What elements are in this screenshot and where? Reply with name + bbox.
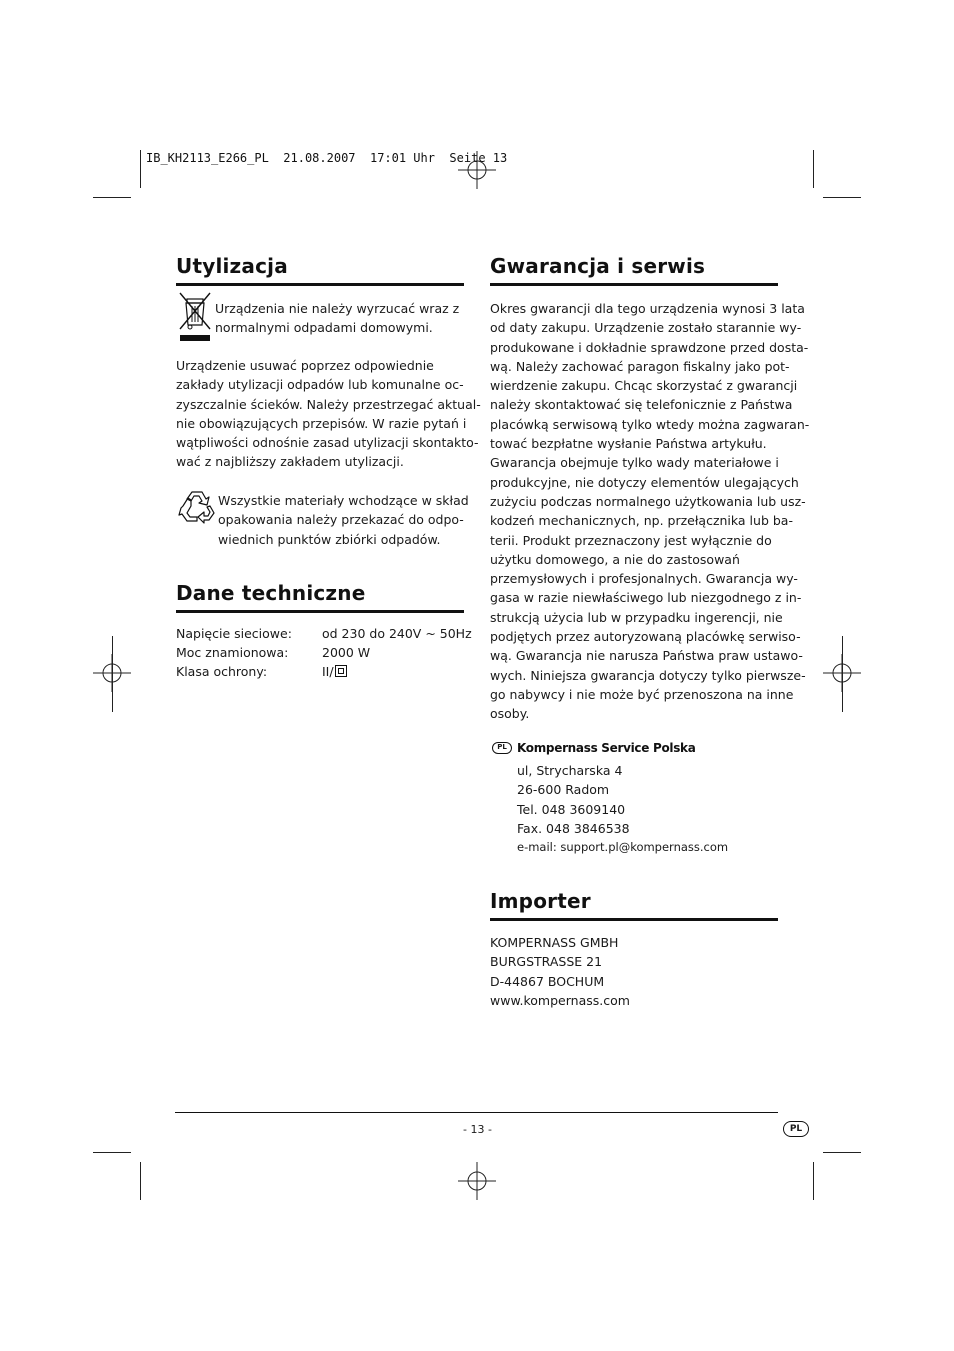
crop-mark	[813, 150, 814, 188]
text-line: przemysłowych i profesjonalnych. Gwarancja wy-	[490, 571, 798, 587]
crop-mark	[140, 1162, 141, 1200]
section-rule	[490, 918, 778, 921]
text-line: osoby.	[490, 706, 530, 722]
text-line: 26-600 Radom	[517, 782, 610, 798]
spec-label: Moc znamionowa:	[176, 645, 289, 660]
service-email: e-mail: support.pl@kompernass.com	[517, 840, 729, 855]
section-title-importer: Importer	[490, 889, 591, 913]
warranty-paragraph	[490, 299, 809, 724]
text-line: normalnymi odpadami domowymi.	[215, 320, 433, 336]
crossed-bin-icon	[177, 290, 213, 342]
text-line: KOMPERNASS GMBH	[490, 935, 619, 950]
section-rule	[176, 283, 464, 286]
text-line: Urządzenie usuwać poprzez odpowiednie	[176, 358, 434, 373]
importer-address	[490, 933, 630, 1010]
text-line: produkcyjne, nie dotyczy elementów ulegających	[490, 474, 799, 490]
text-line: zużyciu podczas normalnego użytkowania lub usz-	[490, 493, 806, 509]
text-line: wać z najbliższy zakładem utylizacji.	[176, 454, 404, 470]
text-line: wą. Należy zachować paragon fiskalny jako pot-	[490, 358, 790, 374]
spec-row	[176, 626, 476, 645]
registration-mark-icon	[458, 151, 496, 189]
text-line: użytku domowego, a nie do zastosowań	[490, 551, 740, 567]
language-badge: PL	[783, 1121, 809, 1137]
footer-rule	[175, 1112, 778, 1113]
text-line: Okres gwarancji dla tego urządzenia wynosi 3 lata	[490, 301, 805, 316]
service-center-name: Kompernass Service Polska	[517, 741, 696, 755]
crop-mark	[813, 1162, 814, 1200]
service-country-badge: PL	[492, 742, 512, 754]
crop-mark	[93, 197, 131, 198]
recycle-icon	[178, 488, 216, 524]
text-line: strukcją użycia lub w przypadku ingerencji, nie	[490, 609, 783, 625]
text-line: opakowania należy przekazać do odpo-	[218, 512, 464, 528]
section-title-tech: Dane techniczne	[176, 581, 366, 605]
registration-mark-line	[112, 636, 113, 712]
double-insulation-icon	[335, 665, 347, 677]
registration-mark-line	[842, 636, 843, 712]
text-line: wiednich punktów zbiórki odpadów.	[218, 531, 441, 547]
importer-website: www.kompernass.com	[490, 992, 630, 1008]
text-line: Gwarancja obejmuje tylko wady materiałowe i	[490, 455, 779, 471]
text-line: nie obowiązujących przepisów. W razie pytań i	[176, 415, 467, 431]
text-line: placówką serwisową tylko wtedy można zagwaran-	[490, 416, 810, 432]
protection-class-text: II/	[322, 664, 334, 679]
crop-mark	[823, 1152, 861, 1153]
text-line: wątpliwości odnośnie zasad utylizacji skontakto-	[176, 435, 479, 451]
text-line: tować bezpłatne wysłanie Państwa artykułu.	[490, 436, 767, 452]
registration-mark-icon	[458, 1162, 496, 1200]
section-title-warranty: Gwarancja i serwis	[490, 254, 706, 278]
spec-row	[176, 664, 476, 683]
section-rule	[176, 610, 464, 613]
text-line: produkowane i dokładnie sprawdzone przed dosta-	[490, 339, 809, 355]
crop-mark	[140, 150, 141, 188]
disposal-paragraph	[176, 356, 481, 472]
text-line: zakłady utylizacji odpadów lub komunalne oc-	[176, 377, 464, 393]
spec-label: Napięcie sieciowe:	[176, 626, 292, 641]
text-line: ul, Strycharska 4	[517, 763, 623, 778]
recycling-note	[218, 491, 469, 549]
page-number: - 13 -	[463, 1123, 492, 1136]
text-line: go nabywcy i nie może być przenoszona na inne	[490, 686, 794, 702]
section-rule	[490, 283, 778, 286]
text-line: wych. Niniejsza gwarancja dotyczy tylko pierwsze-	[490, 667, 806, 683]
text-line: wierdzenie zakupu. Chcąc skorzystać z gwarancji	[490, 378, 798, 394]
print-slug: IB_KH2113_E266_PL 21.08.2007 17:01 Uhr Seite 13	[146, 151, 508, 165]
text-line: zyszczalnie ścieków. Należy przestrzegać aktual-	[176, 396, 481, 412]
text-line: Tel. 048 3609140	[517, 801, 626, 817]
spec-row	[176, 645, 476, 664]
text-line: Wszystkie materiały wchodzące w skład	[218, 493, 469, 508]
text-line: podjętych przez autoryzowaną placówkę serwiso-	[490, 629, 801, 645]
crop-mark	[93, 1152, 131, 1153]
section-title-disposal: Utylizacja	[176, 254, 288, 278]
text-line: wą. Gwarancja nie narusza Państwa praw ustawo-	[490, 648, 803, 664]
text-line: gasa w razie niewłaściwego lub niezgodnego z in-	[490, 590, 802, 606]
text-line: Fax. 048 3846538	[517, 820, 630, 836]
text-line: kodzeń mechanicznych, np. przełącznika lub ba-	[490, 513, 793, 529]
spec-value: od 230 do 240V ~ 50Hz	[322, 626, 472, 641]
service-address	[517, 761, 728, 857]
crop-mark	[823, 197, 861, 198]
text-line: D-44867 BOCHUM	[490, 973, 605, 989]
spec-value	[322, 664, 347, 679]
disposal-note	[215, 299, 459, 338]
spec-value: 2000 W	[322, 645, 371, 660]
text-line: terii. Produkt przeznaczony jest wyłącznie do	[490, 532, 772, 548]
text-line: Urządzenia nie należy wyrzucać wraz z	[215, 301, 460, 316]
text-line: BURGSTRASSE 21	[490, 954, 603, 970]
spec-label: Klasa ochrony:	[176, 664, 268, 679]
text-line: należy skontaktować się telefonicznie z Państwa	[490, 397, 793, 413]
text-line: od daty zakupu. Urządzenie zostało starannie wy-	[490, 320, 802, 336]
